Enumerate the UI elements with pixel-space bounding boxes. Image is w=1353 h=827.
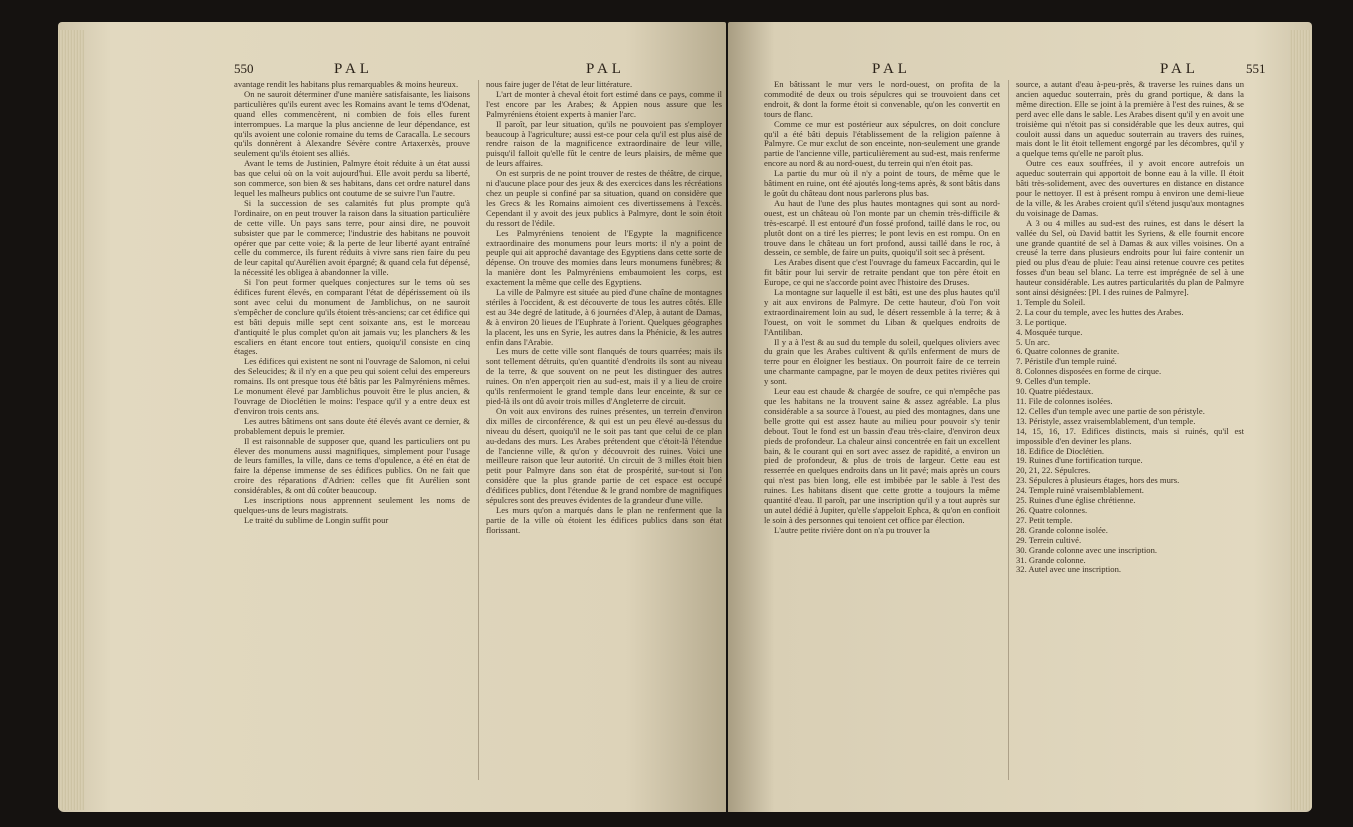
paragraph: Les Palmyréniens tenoient de l'Egypte la magnificence extraordinaire des monumens pour leurs morts: il n'y a point de peuple qui ait approché davantage des Egyptiens dans cette sorte de dépense. On trouve des momies dans leurs monumens funèbres; & la manière dont les Palmyréniens embaumoient les corps, est exactement la même que celle des Egyptiens. (486, 227, 722, 288)
paragraph: Au haut de l'une des plus hautes montagnes qui sont au nord-ouest, est un château où l'on monte par un chemin très-difficile & très-escarpé. Il est entouré d'un fossé profond, taillé dans le roc, ou plutôt dont on a tiré les pierres; le pont levis en est rompu. On en trouve dans le château un fort profond, aussi taillé dans le roc, à dessein, ce semble, de faire un puits, quoiqu'il soit sec à présent. (764, 197, 1000, 258)
legend-item: 20, 21, 22. Sépulcres. (1016, 465, 1091, 476)
paragraph: L'autre petite rivière dont on n'a pu trouver la (774, 524, 930, 535)
paragraph: nous faire juger de l'état de leur littérature. (486, 80, 633, 89)
legend-item: 6. Quatre colonnes de granite. (1016, 346, 1120, 357)
paragraph: L'art de monter à cheval étoit fort estimé dans ce pays, comme il l'est encore par les Arabes; & Appien nous assure que les Palmyréniens étoient experts à manier l'arc. (486, 88, 722, 119)
legend-item: 2. La cour du temple, avec les huttes des Arabes. (1016, 306, 1184, 317)
right-column-b-paragraphs (1016, 80, 1244, 298)
legend-item: 24. Temple ruiné vraisemblablement. (1016, 485, 1144, 496)
legend-item: 18. Edifice de Dioclétien. (1016, 445, 1105, 456)
paragraph: avantage rendit les habitans plus remarquables & moins heureux. (234, 80, 459, 89)
left-column-a (234, 80, 470, 800)
left-page-number: 550 (234, 61, 254, 76)
paragraph: Les inscriptions nous apprennent seulement les noms de quelques-uns de leurs magistrats. (234, 495, 470, 515)
paragraph: Les murs qu'on a marqués dans le plan ne renferment que la partie de la ville où étoient les édifices publics dans son état florissant. (486, 504, 722, 535)
legend-item: 1. Temple du Soleil. (1016, 296, 1086, 307)
left-page-edges (58, 30, 84, 810)
paragraph: Si la succession de ses calamités fut plus prompte qu'à l'ordinaire, on en peut trouver la raison dans la situation particulière de cette ville. Un pays sans terre, pour ainsi dire, ne pouvoit subsister que par le commerce; l'industrie des habitans ne pouvoit opérer que par cette voie; & la perte de leur liberté ayant entraîné celle du commerce, ils furent réduits à vivre sans rien faire du peu de leur capital qu'Aurélien avoit épargné; & quand cela fut dépensé, la nécessité les obligea à abandonner la ville. (234, 197, 470, 278)
legend-item: 32. Autel avec une inscription. (1016, 564, 1122, 575)
paragraph: Les murs de cette ville sont flanqués de tours quarrées; mais ils sont tellement détruits, qu'en quantité d'endroits ils sont au niveau de la terre, & que souvent on ne peut les distinguer des autres ruines. On n'en apperçoit rien au sud-est, mais il y a lieu de croire qu'ils renfermoient le grand temple dans leur enceinte, & sur ce pied-là ils ont dû avoir trois milles d'Angleterre de circuit. (486, 346, 722, 406)
paragraph: Il paroît, par leur situation, qu'ils ne pouvoient pas s'employer beaucoup à l'agriculture; aussi est-ce pour cela qu'il est plus aisé de rendre raison de la magnificence extraordinaire de leur ville, puisqu'il falloit qu'elle fût le centre de leurs plaisirs, de même que de leurs affaires. (486, 118, 722, 169)
column-rule (1008, 80, 1009, 780)
paragraph: Si l'on peut former quelques conjectures sur le tems où ses édifices furent élevés, en comparant l'état de dépérissement où ils sont avec celui du monument de Jamblichus, on ne sauroit s'empêcher de conclure qu'ils étoient très-anciens; car cet édifice qui est bâti depuis mille sept cent soixante ans, est le morceau d'antiquité le plus complet qu'on ait jamais vu; les planchers & les escaliers en étant encore tout entiers, quoiqu'il consiste en cinq étages. (234, 277, 470, 357)
paragraph: Comme ce mur est postérieur aux sépulcres, on doit conclure qu'il a été bâti depuis l'établissement de la religion païenne à Palmyre. Ce mur exclut de son enceinte, non-seulement une grande partie de l'ancienne ville, particulièrement au sud-est, mais renferme encore au nord & au nord-ouest, du terrein qui n'en étoit pas. (764, 118, 1000, 169)
legend-item: 28. Grande colonne isolée. (1016, 524, 1108, 535)
paragraph: Il y a à l'est & au sud du temple du soleil, quelques oliviers avec du grain que les Arabes cultivent & qu'ils enferment de murs de terre pour en éloigner les bestiaux. On pourroit faire de ce terrein une charmante campagne, par le moyen de deux petites rivières qui y sont. (764, 336, 1000, 387)
right-column-a (764, 80, 1000, 800)
paragraph: On voit aux environs des ruines présentes, un terrein d'environ dix milles de circonférence, & qui est un peu élevé au-dessus du niveau du désert, quoiqu'il ne le soit pas tant que celui de ce plan au-dedans des murs. Les Arabes prétendent que c'étoit-là l'étendue de l'ancienne ville, & qu'on y découvroit des ruines. Voici une meilleure raison que leur autorité. Un circuit de 3 milles étoit bien petit pour Palmyre dans son état de prospérité, sur-tout si l'on considère que la plus grande partie de cet espace est occupé d'édifices publics, dont l'étendue & le grand nombre de magnifiques sépulcres sont des preuves évidentes de la grandeur d'une ville. (486, 405, 722, 506)
left-column-b (486, 80, 722, 800)
paragraph: Les édifices qui existent ne sont ni l'ouvrage de Salomon, ni celui des Seleucides; & il n'y en a que peu qui soient celui des empereurs romains. Ils ont presque tous été bâtis par les Palmyréniens mêmes. Le monument élevé par Jamblichus pouvoit être le plus ancien, & l'ouvrage de Dioclétien le moins: l'espace qu'il y a entre deux est d'environ trois cents ans. (234, 356, 470, 416)
paragraph: Les autres bâtimens ont sans doute été élevés avant ce dernier, & probablement depuis le premier. (234, 415, 470, 436)
paragraph: On est surpris de ne point trouver de restes de théâtre, de cirque, ni d'aucune place pour des jeux & des exercices dans les récréations chez un peuple si confiné par sa situation, quand on considère que les Grecs & les Romains aimoient ces divertissemens à l'excès. Cependant il y avoit des jeux publics à Palmyre, dont le soin étoit du ressort de l'édile. (486, 168, 722, 228)
open-book (36, 22, 1320, 822)
right-running-head: PAL (872, 61, 911, 77)
legend-item: 27. Petit temple. (1016, 514, 1073, 525)
paragraph: Les Arabes disent que c'est l'ouvrage du fameux Faccardin, qui le fit bâtir pour lui servir de retraite pendant que ton père étoit en Europe, ce qui ne s'accorde point avec l'histoire des Druses. (764, 257, 1000, 288)
legend-item: 3. Le portique. (1016, 316, 1067, 327)
paragraph: La partie du mur où il n'y a point de tours, de même que le bâtiment en ruine, ont été ajoutés long-tems après, & sont bâtis dans le goût du château dont nous parlerons plus bas. (764, 168, 1000, 198)
left-page (58, 22, 726, 812)
legend-item: 8. Colonnes disposées en forme de cirque. (1016, 366, 1162, 377)
legend-item: 9. Celles d'un temple. (1016, 376, 1091, 387)
legend-item: 31. Grande colonne. (1016, 554, 1086, 565)
plan-legend-list (1016, 298, 1244, 575)
legend-item: 14, 15, 16, 17. Edifices distincts, mais si ruinés, qu'il est impossible d'en deviner les plans. (1016, 425, 1244, 446)
legend-item: 25. Ruines d'une église chrétienne. (1016, 495, 1136, 506)
legend-item: 4. Mosquée turque. (1016, 326, 1083, 337)
column-rule (478, 80, 479, 780)
legend-item: 29. Terrein cultivé. (1016, 534, 1082, 545)
right-page-edges (1290, 30, 1312, 810)
left-running-head-2: PAL (586, 61, 625, 77)
paragraph: La ville de Palmyre est située au pied d'une chaîne de montagnes stériles à l'occident, & est découverte de tous les autres côtés. Elle est au 34e degré de latitude, à 6 journées d'Alep, à autant de Damas, & à environ 20 lieues de l'Euphrate à l'orient. Quelques géographes la placent, les uns en Syrie, les autres dans la Phénicie, & les autres enfin dans l'Arabie. (486, 287, 722, 347)
paragraph: source, a autant d'eau à-peu-près, & traverse les ruines dans un ancien aqueduc souterrain, près du grand portique, & dans la même direction. Elle se joint à la première à l'est des ruines, & se perd avec elle dans le sable. Les Arabes disent qu'il y en avoit une troisième qui n'étoit pas si considérable que les deux autres, qui couloit aussi dans un aqueduc souterrain au travers des ruines, mais dont le lit étoit tellement engorgé par les décombres, qu'il y a quelque tems qu'elle ne paroît plus. (1016, 80, 1244, 159)
legend-item: 26. Quatre colonnes. (1016, 504, 1088, 515)
paragraph: On ne sauroit déterminer d'une manière satisfaisante, les liaisons particulières qu'ils eurent avec les Romains avant le tems d'Odenat, quand elles commencèrent, ni combien de fois elles furent interrompues. La marque la plus ancienne de leur dépendance, est qu'ils avoient une colonie romaine du tems de Caracalla. Le secours qu'ils donnèrent à Alexandre Sévère contre Artaxerxès, prouve seulement qu'ils étoient ses alliés. (234, 88, 470, 159)
legend-item: 19. Ruines d'une fortification turque. (1016, 455, 1143, 466)
legend-item: 5. Un arc. (1016, 336, 1050, 347)
paragraph: Avant le tems de Justinien, Palmyre étoit réduite à un état aussi bas que celui où on la voit aujourd'hui. Elle avoit perdu sa liberté, son commerce, son bien & ses habitans, dans cet ordre naturel dans lequel les malheurs publics ont coutume de se suivre l'un l'autre. (234, 158, 470, 198)
paragraph: Le traité du sublime de Longin suffit pour (244, 514, 389, 525)
paragraph: Il est raisonnable de supposer que, quand les particuliers ont pu élever des monumens aussi magnifiques, simplement pour l'usage de leurs familles, la ville, dans ce tems d'opulence, a été en état de faire la dépense immense de ses édifices publics. On ne fait que croire des réparations d'Adrien: celles que fit Aurélien sont considérables, & ont dû coûter beaucoup. (234, 435, 470, 496)
legend-item: 10. Quatre piédestaux. (1016, 386, 1094, 397)
paragraph: En bâtissant le mur vers le nord-ouest, on profita de la commodité de deux ou trois sépulcres qui se trouvoient dans cet endroit, & dont la forme étoit si convenable, qu'on les convertit en tours de flanc. (764, 80, 1000, 119)
legend-item: 11. File de colonnes isolées. (1016, 396, 1113, 406)
paragraph: A 3 ou 4 milles au sud-est des ruines, est dans le désert la vallée du Sel, où David battit les Syriens, & elle fournit encore une grande quantité de sel à Damas & aux villes voisines. On a creusé la terre dans plusieurs endroits pour lui faire contenir un pied ou plus d'eau de pluie: l'eau ainsi retenue couvre ces petites fosses d'un beau sel blanc. La terre est imprégnée de sel à une hauteur considérable. Les autres particularités du plan de Palmyre sont ainsi désignées: [Pl. I des ruines de Palmyre]. (1016, 217, 1244, 298)
paragraph: Outre ces eaux souffrées, il y avoit encore autrefois un aqueduc souterrain qui apportoit de bonne eau à la ville. Il étoit bâti très-solidement, avec des ouvertures en distance en distance pour le nettoyer. Il est à présent rompu à environ une demi-lieue de la ville, & les Arabes croient qu'il s'étend jusqu'aux montagnes du voisinage de Damas. (1016, 158, 1244, 218)
left-running-head: PAL (334, 61, 373, 77)
legend-item: 13. Péristyle, assez vraisemblablement, d'un temple. (1016, 415, 1196, 426)
legend-item: 7. Péristile d'un temple ruiné. (1016, 356, 1117, 367)
right-running-head-2: PAL (1160, 61, 1199, 77)
right-column-b (1016, 80, 1244, 800)
paragraph: Leur eau est chaude & chargée de soufre, ce qui n'empêche pas que les habitans ne la trouvent saine & assez agréable. La plus considérable a sa source à l'ouest, au pied des montagnes, dans une belle grotte qui est assez haute au milieu pour pouvoir s'y tenir debout. Tout le fond est un bassin d'eau très-claire, d'environ deux pieds de profondeur. La chaleur ainsi concentrée en fait un excellent bain, & le courant qui en sort avec assez de rapidité, a environ un pied de profondeur, & plus de trois de largeur. Cette eau est resserrée en quelques endroits dans un lit pavé; mais après un cours qui n'est pas bien long, elle est imbibée par le sable à l'est des ruines. Les habitans disent que cette grotte a toujours la même quantité d'eau. Il paroît, par une inscription qu'il y a tout auprès sur un autel dédié à Jupiter, qu'elle s'appeloit Ephca, & qu'on en confioit le soin à des personnes qui tenoient cet office par élection. (764, 386, 1000, 525)
legend-item: 23. Sépulcres à plusieurs étages, hors des murs. (1016, 475, 1180, 486)
right-page-number: 551 (1246, 61, 1266, 76)
legend-item: 30. Grande colonne avec une inscription. (1016, 544, 1158, 555)
paragraph: La montagne sur laquelle il est bâti, est une des plus hautes qu'il y ait aux environs de Palmyre. De cette hauteur, d'où l'on voit extraordinairement loin au sud, le désert ressemble à la terre; & à l'ouest, on voit le sommet du Liban & quelques endroits de l'Antiliban. (764, 287, 1000, 337)
right-page (728, 22, 1312, 812)
legend-item: 12. Celles d'un temple avec une partie de son péristyle. (1016, 405, 1205, 416)
